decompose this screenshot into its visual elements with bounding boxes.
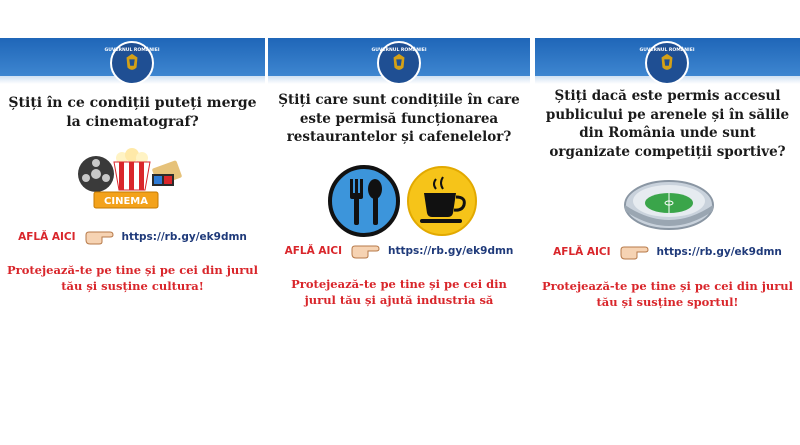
footer-message: Protejează-te pe tine și pe cei din jurul tău și susține cultura! — [6, 263, 259, 293]
government-emblem-icon — [371, 41, 427, 85]
svg-text:GUVERNUL ROMÂNIEI: GUVERNUL ROMÂNIEI — [104, 48, 160, 54]
cinema-panel — [0, 38, 265, 303]
government-emblem-icon — [104, 41, 160, 85]
cinema-illustration-icon — [74, 148, 194, 210]
fork-spoon-icon — [328, 165, 400, 237]
sport-panel — [535, 38, 800, 309]
cta-row — [0, 229, 265, 245]
info-link[interactable]: https://rb.gy/ek9dmn — [121, 231, 247, 243]
info-link[interactable]: https://rb.gy/ek9dmn — [388, 245, 514, 257]
government-emblem-icon — [639, 41, 695, 85]
cta-label: AFLĂ AICI — [553, 246, 611, 258]
panel-title: Știți dacă este permis accesul publicului pe arenele și în sălile din România unde sunt organizate competiții sportive? — [545, 88, 790, 160]
cta-row — [535, 244, 800, 260]
stadium-icon — [621, 171, 717, 233]
svg-text:GUVERNUL ROMÂNIEI: GUVERNUL ROMÂNIEI — [371, 48, 427, 54]
restaurant-panel — [268, 38, 530, 307]
cta-row — [268, 243, 530, 259]
info-link[interactable]: https://rb.gy/ek9dmn — [656, 246, 782, 258]
panel-title: Știți care sunt condițiile în care este permisă funcționarea restaurantelor și cafenelelor? — [278, 92, 520, 145]
panel-title: Știți în ce condiții puteți merge la cinematograf? — [8, 95, 257, 130]
cta-label: AFLĂ AICI — [284, 245, 343, 257]
pointing-hand-icon — [619, 244, 649, 260]
coffee-cup-icon — [406, 165, 478, 237]
footer-message: Protejează-te pe tine și pe cei din jurul tău și susține sportul! — [541, 279, 794, 309]
svg-text:CINEMA: CINEMA — [104, 196, 148, 207]
pointing-hand-icon — [84, 229, 114, 245]
footer-message: Protejează-te pe tine și pe cei din jurul tău și ajută industria să — [291, 277, 507, 307]
pointing-hand-icon — [350, 243, 380, 259]
svg-text:GUVERNUL ROMÂNIEI: GUVERNUL ROMÂNIEI — [639, 48, 695, 54]
cta-label: AFLĂ AICI — [18, 231, 76, 243]
